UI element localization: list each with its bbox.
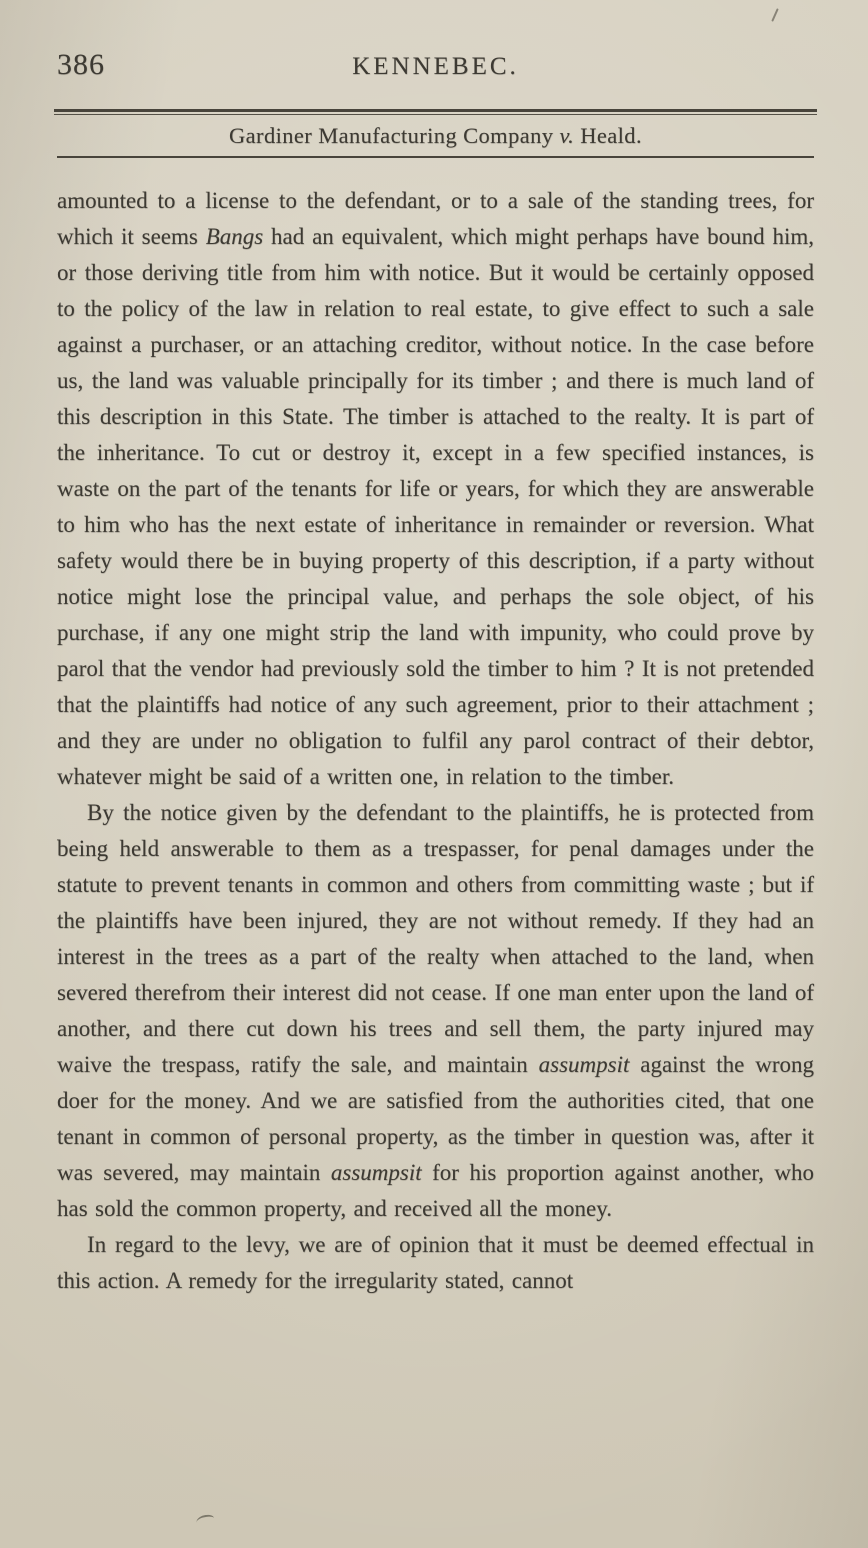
single-rule [57,156,814,158]
case-title [57,115,814,156]
case-title-defendant: Heald. [574,123,642,148]
italic-text-run: assumpsit [330,1160,422,1185]
text-run: amounted to a license to the defendant, or to a sale of the standing trees, for which it seems [57,188,814,249]
text-run: against the wrong doer for the money. And we are satisfied from the authorities cited, that one tenant in common of personal property, as the timber in question was, after it was severed, may maintain [57,1052,814,1185]
opinion-text [57,183,814,1299]
scan-artifact [196,1514,215,1523]
text-run: In regard to the levy, we are of opinion that it must be deemed effectual in this action. A remedy for the irregularity stated, cannot [57,1232,814,1293]
page-header [57,48,814,82]
page-number: 386 [57,48,105,81]
italic-text-run: assumpsit [538,1052,630,1077]
paragraph [57,183,814,795]
case-title-parties: Gardiner Manufacturing Company [229,123,560,148]
scan-artifact [771,8,779,22]
text-run: had an equivalent, which might perhaps have bound him, or those deriving title from him with notice. But it would be certainly opposed to the policy of the law in relation to real estate, to give effect to such a sale against a purchaser, or an attaching creditor, without notice. In the case before us, the land was valuable principally for its timber ; and there is much land of this description in this State. The timber is attached to the realty. It is part of the inheritance. To cut or destroy it, except in a few specified instances, is waste on the part of the tenants for life or years, for which they are answerable to him who has the next estate of inheritance in remainder or reversion. What safety would there be in buying property of this description, if a party without notice might lose the principal value, and perhaps the sole object, of his purchase, if any one might strip the land with impunity, who could prove by parol that the vendor had previously sold the timber to him ? It is not pretended that the plaintiffs had notice of any such agreement, prior to their attachment ; and they are under no obligation to fulfil any parol contract of their debtor, whatever might be said of a written one, in relation to the timber. [57,224,815,789]
paragraph [57,1227,814,1299]
text-run: for his proportion against another, who has sold the common property, and received all the money. [57,1160,814,1221]
paragraph [57,795,814,1227]
italic-text-run: Bangs [205,224,264,249]
running-head: KENNEBEC. [352,53,519,80]
case-title-versus: v. [559,123,575,148]
text-run: By the notice given by the defendant to the plaintiffs, he is protected from being held answerable to them as a trespasser, for penal damages under the statute to prevent tenants in common and others from committing waste ; but if the plaintiffs have been injured, they are not without remedy. If they had an interest in the trees as a part of the realty when attached to the land, when severed therefrom their interest did not cease. If one man enter upon the land of another, and there cut down his trees and sell them, the party injured may waive the trespass, ratify the sale, and maintain [57,800,814,1077]
